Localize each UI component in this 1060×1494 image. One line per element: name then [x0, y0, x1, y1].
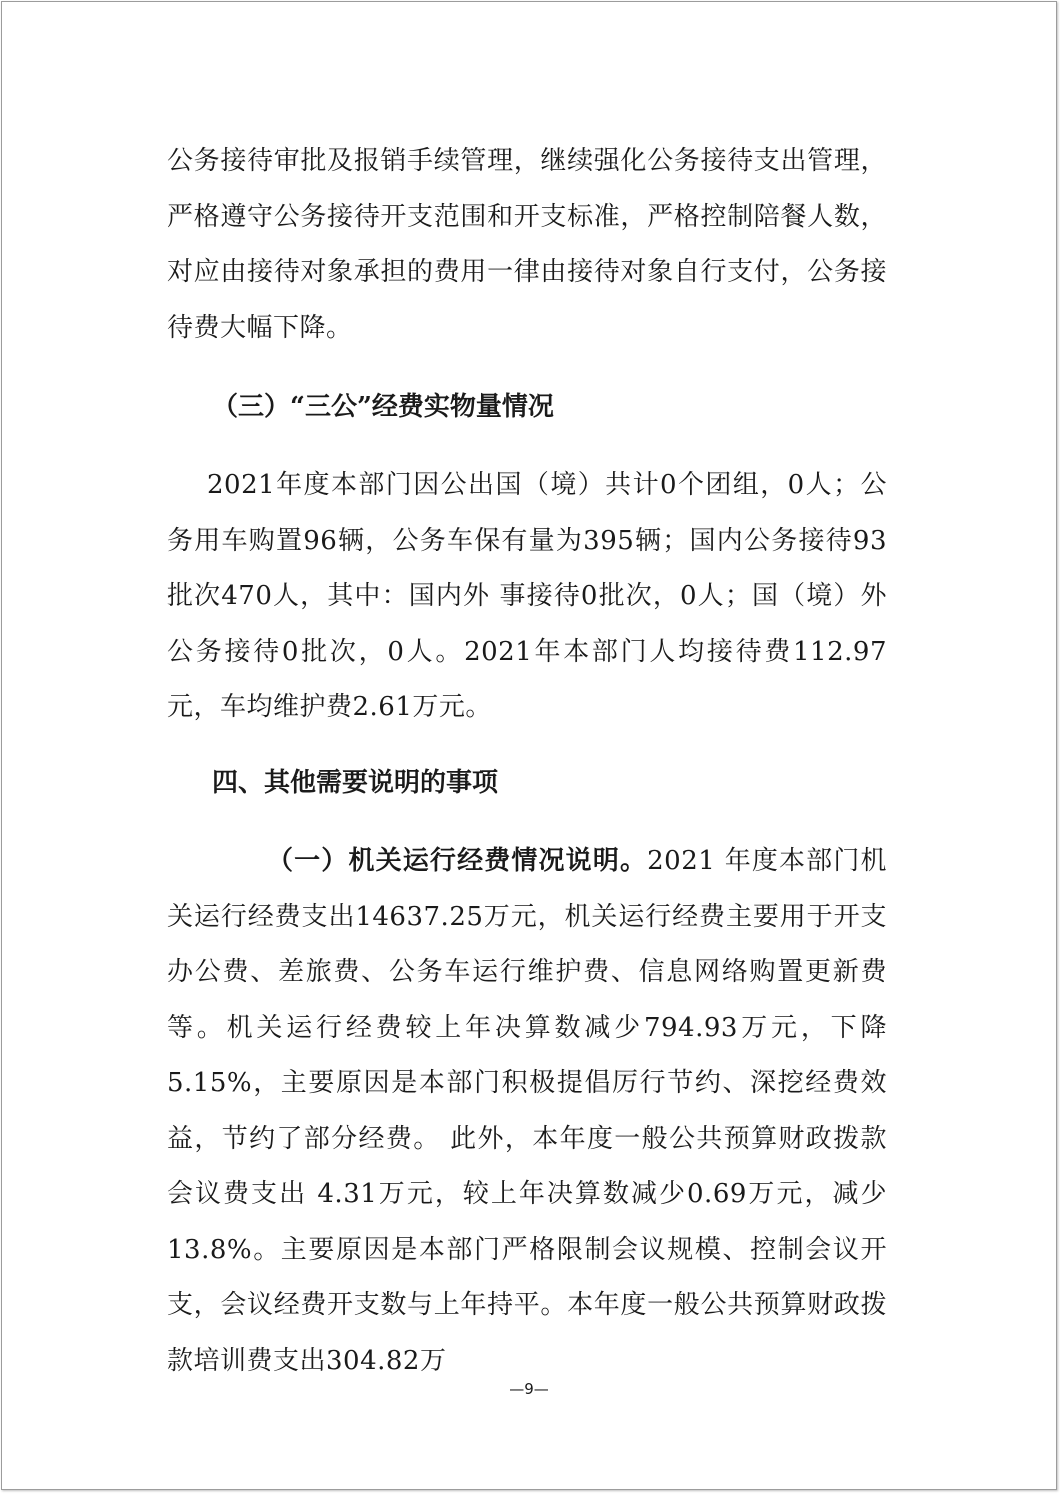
- paragraph-operating-expenses: [167, 834, 887, 1389]
- section-heading-three-public: （三）“三公”经费实物量情况: [212, 392, 554, 422]
- section-heading-other-matters: 四、其他需要说明的事项: [212, 768, 499, 798]
- paragraph-three-public-quantities: 2021年度本部门因公出国（境）共计0个团组，0人；公务用车购置96辆，公务车保有量为395辆；国内公务接待93批次470人，其中：国内外 事接待0批次，0人；国（境）外公务接待0批次，0人。2021年本部门人均接待费112.97元，车均维护费2.61万元。: [167, 470, 887, 722]
- paragraph-operating-expenses-body: 2021 年度本部门机关运行经费支出14637.25万元，机关运行经费主要用于开支办公费、差旅费、公务车运行维护费、信息网络购置更新费等。机关运行经费较上年决算数减少794.93万元，下降5.15%，主要原因是本部门积极提倡厉行节约、深挖经费效益，节约了部分经费。 此外，本年度一般公共预算财政拨款会议费支出 4.31万元，较上年决算数减少0.69万元，减少13.8%。主要原因是本部门严格限制会议规模、控制会议开支，会议经费开支数与上年持平。本年度一般公共预算财政拨款培训费支出304.82万: [167, 846, 887, 1376]
- document-page: [1, 1, 1057, 1490]
- page-number: —9—: [509, 1380, 549, 1398]
- paragraph-lead-label: （一）机关运行经费情况说明。: [267, 846, 648, 876]
- paragraph-reception-management: 公务接待审批及报销手续管理，继续强化公务接待支出管理，严格遵守公务接待开支范围和开支标准，严格控制陪餐人数，对应由接待对象承担的费用一律由接待对象自行支付，公务接待费大幅下降。: [167, 146, 887, 343]
